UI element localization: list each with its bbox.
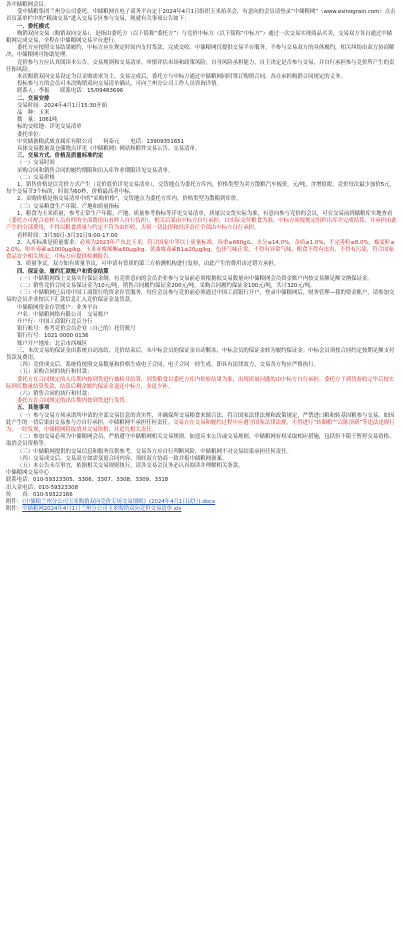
section-5-p5: （五）本公告未尽事宜，依据相关交易规则执行，请各交易会员务必认真阅读并理解相关条款。 (17, 463, 244, 469)
account-bank: 开户行：中国工商银行北京分行 (17, 318, 93, 325)
section-5-title: 五、其他事项 (17, 405, 50, 412)
section-4-p5: （四）竞价成交后，系统将按照交易数量和价格生成电子合同，电子合同一经生成，即具有法律效力，交易各方均应严格执行。 (17, 362, 319, 369)
section-4-p6-title: （五）采购合同的执行和付款： (17, 369, 93, 376)
section-3-2-p1: 1、销售价格是以竞价方式产生（竞价底价详见交易清单），交货地点为委托方库内，价格类型为卖方散粮汽车板价。元/吨，含增值税，竞价每次最少加价5元，每个交易节3个标的，时间为60秒，价格最高者中标。 (6, 182, 395, 196)
attachment-1-label: 附件： (6, 499, 23, 506)
section-5-p2: （二）参加交易必须为中储粮网会员，严格遵守中储粮网相关交易规则。如违反本公告或交易规则，中储粮网有权采取相应措施，包括但不限于暂停交易资格、取消会员资格等。 (6, 434, 395, 448)
section-5-p4: （四）交易成交后，交易双方如需变更合同内容，须经双方协商一致并报中储粮网备案。 (17, 455, 228, 462)
section-3-1-title: （一）交易时间 (17, 160, 55, 167)
signing-organization: 中储粮网交易中心 (6, 470, 50, 477)
section-1-p3: 竞价参与方应认真阅读本公告，交易规则和交易清单，审慎评估市场和政策风险，自身风险承担能力，自主决定是否参与交易，并自行承担参与竞价所产生的责任和风险。 (6, 59, 395, 73)
section-2-title: 二、交易安排 (17, 95, 50, 102)
trade-quantity: 数 量：1061吨 (17, 117, 58, 124)
section-1-p4: 本次购销双向交易设定为以采购需求为主，交易完成后，委托方与中标方通过中储粮网同时签订购销合同，各自承担购销合同规定的义务。 (17, 74, 346, 81)
account-number: 银行账号：参考竞价会员企业（自己的）托管账号 (17, 326, 136, 333)
section-3-2-p2: 2、采购价格是指交易清单中的“采购价格”，交货地点为委托方库内，价格类型为散粮到库价。 (17, 196, 242, 203)
section-4-p6-red: 委托方在合同规定的入库期内按到货进行抽检并结算，到货粮食以委托方库内检验结果为准，出现质量问题的由中标方自行承担。委托方于到货验收完毕后按实际到库数量结算货款，结算后剩余履约保证金退还中标方，多退少补。 (6, 376, 395, 390)
trade-variety: 品 种：玉米 (17, 110, 50, 117)
section-3-3-red-note: （委托方可配合看样人员看样的全部费用由看样人自行负担），相关后果由中标方自行承担，以实际交付粮食为准，中标方须按规定组织出库并完成结算，并承担由此产生的全部费用，不得以粮食质量与约定不符为由拒收，否则一切法律和经济责任全部由中标方自行承担。 (6, 218, 397, 232)
section-4-p7-red: 委托方在合同规定的出库期内按到货进行发货。 (17, 398, 131, 405)
account-address: 账户开户地址：北京市西城区 (17, 340, 88, 347)
section-3-3-p1 (6, 211, 397, 233)
account-name: 户名：中储粮网络有限公司 交易账户 (17, 311, 109, 318)
section-4-p2: （二）销售竞价合同交易保证金为10元/吨，销售合同履约保证金200元/吨，采购合同履约保证金100元/吨，共计320元/吨。 (17, 282, 316, 289)
contact-phone: 联系电话：010-59323305、3306、3307、3308、3309、3318 (6, 477, 169, 484)
section-3-3-p2-text: 2、入库标准是质量要求： (17, 239, 80, 246)
account-bank-code: 银行行号：1021 0000 0136 (17, 333, 89, 340)
section-4-p1: （一）中储粮网线上交易实行保证金制，有竞价意向的会员企业参与交易前必须根据拟交易数量向中储粮网会员资金账户内按交易额足额交纳保证金。 (17, 275, 373, 282)
section-3-3-p2 (6, 240, 397, 262)
section-3-3-p1-text: 1、粮食为玉米质量，参考正常生产年限，产地、质量参考指标等详见交易清单，质量以交货实际为准，有意向参与竞价的会员，可在交易前到储粮库实地查看 (17, 210, 393, 217)
intro-paragraph: 受中储粮集团兰州分公司委托，中储粮网在电子商务平台定于2024年4月1日组织玉米拍卖会，有意向的会员请登录“中储粮网”（www.esinograin.com）点击首页菜单栏中的“粮油交易”进入交易专区参与交易，现就有关事项公告如下： (6, 9, 396, 23)
section-3-1-text: 采购合同和销售合同的履约期限和出入库作业期限详见交易清单。 (17, 167, 174, 174)
quality-requirements: 必须为2023年产东北玉米，符合国家中等以上质量标准，容重≥660g/L，水分≤14.0%，杂质≤1.0%，不完善粒≤8.0%，霉变粒≤2.0%，呕吐毒素≤1000μg/kg，玉米赤霉烯酮≤60μg/kg，黄曲霉毒素B1≤20μg/kg，色泽气味正常，不得有异常气味、粮食不得有虫害、不得有污染，符合国家食品安全相关规定，中标方应提供检测报告。 (6, 239, 395, 261)
section-4-p4: 三、本次交易的保证金由系统自动冻结，竞价结束后，未中标会员的保证金自动解冻，中标会员的保证金转为履约保证金。中标会员须按合同约定按期足额支付货款及费用。 (6, 347, 395, 361)
inspection-time: 看样时间：3月30日-3月31日9:00-17:00 (17, 232, 118, 239)
trade-location: 标的交收地：详见交易清单 (17, 124, 82, 131)
section-5-p1-red: 交易方在交易和履约过程中应遵守国家法律法规，不得进行“转圈粮”“以陈顶新”等违法违规行为，一经发现，中储粮网将取消其交易资格，并追究相关责任。 (6, 419, 395, 433)
attachment-2 (6, 506, 397, 513)
section-1-p1: 购销双向交易（购销双向交易），是指由委托方（以下简称“委托方”）与竞价中标方（以下简称“中标方”）通过一次交易实现商品买卖，交易双方各自通过中储粮网完成交易，全程在中储粮网交易平台进行。 (6, 30, 393, 45)
section-4-title: 四、保证金、履约汇款账户和资金结算 (17, 268, 109, 275)
section-5-p1 (6, 413, 397, 435)
section-3-3-title: （三）交易粮食生产年限、产地和质量指标 (17, 203, 120, 210)
contact-line: 联系人：李振 联系电话：15/09483696 (17, 88, 124, 95)
section-3-title: 三、交易方式、价格及质量标准约定 (17, 153, 104, 160)
section-1-title: 一、委托模式 (17, 23, 50, 30)
attachment-2-label: 附件： (6, 506, 23, 513)
section-4-p7-title: （六）销售合同的执行和付款： (17, 390, 93, 397)
section-5-p1-text: （一）参与交易方须承诺所申请的全部交易信息的真实性，并确保所交易粮食来源合法，符合国家法律法规和政策规定，严禁进口粮和转基因粮参与交易，如因此产生的一切后果由交易参与方自行承担，中储粮网不承担任何责任。 (6, 412, 395, 426)
salutation: 各中储粮网会员： (6, 2, 50, 8)
entrusting-unit: 中央储备粮武威直属库有限公司 何泰元 电话：13909351651 (17, 138, 185, 145)
section-3-2-title: （二）交易价格 (17, 174, 55, 181)
section-1-p2: 委托方应按照交易结果履约，中标方应在规定时间内支付货款，完成交收。中储粮网仅提供交易平台服务，不参与交易双方的具体履约，相关纠纷由双方协商解决，中储粮网可协助处理。 (6, 45, 395, 59)
funds-phone: 出入金电话：010-59323308 (6, 484, 79, 491)
attachment-1-link[interactable]: 《中储粮兰州分公司玉米购销双向竞价专场交易细则》(2024年4月1日试行).docx (22, 499, 216, 506)
account-title: 中储粮网资金存管账户：业务平台 (17, 304, 98, 311)
attachment-2-link[interactable]: 中储粮网2024年4月1日兰州分公司玉米购销双向竞价交易清单.xls (22, 506, 182, 513)
fax: 传 真：010-59322166 (6, 491, 73, 498)
section-1-p5: 投标参与方的会员可本次购销双向交易清单确认，可向兰州分公司工作人员咨询详情。 (17, 81, 222, 88)
trade-detail: 具体交易数量及仓储地点详见《中储粮网》网站和附件交易公告、交易清单。 (17, 146, 201, 153)
section-5-p3: （三）中储粮网提供的交易信息和服务仅供参考，交易各方应自行判断风险，中储粮网不对交易结果承担任何责任。 (17, 448, 292, 455)
trade-time: 交易时间：2024年4月1日15:30开始 (17, 102, 108, 109)
entrusting-unit-label: 委托单位： (17, 131, 44, 138)
section-4-p3: （三）中储粮网已启用中国工商银行的资金存管服务，每位会员参与竞价前必须通过中国工商银行开户，登录中储粮网后，财务管理—我的资金账户，请参加交易的会员企业按以下汇款信息汇入竞价保证金及货款。 (6, 290, 395, 304)
section-3-3-p3: 3、质量争议。双方如有质量争议，可申请有资质的第三方检测机构进行复检，由此产生的费用由过错方承担。 (17, 261, 280, 268)
